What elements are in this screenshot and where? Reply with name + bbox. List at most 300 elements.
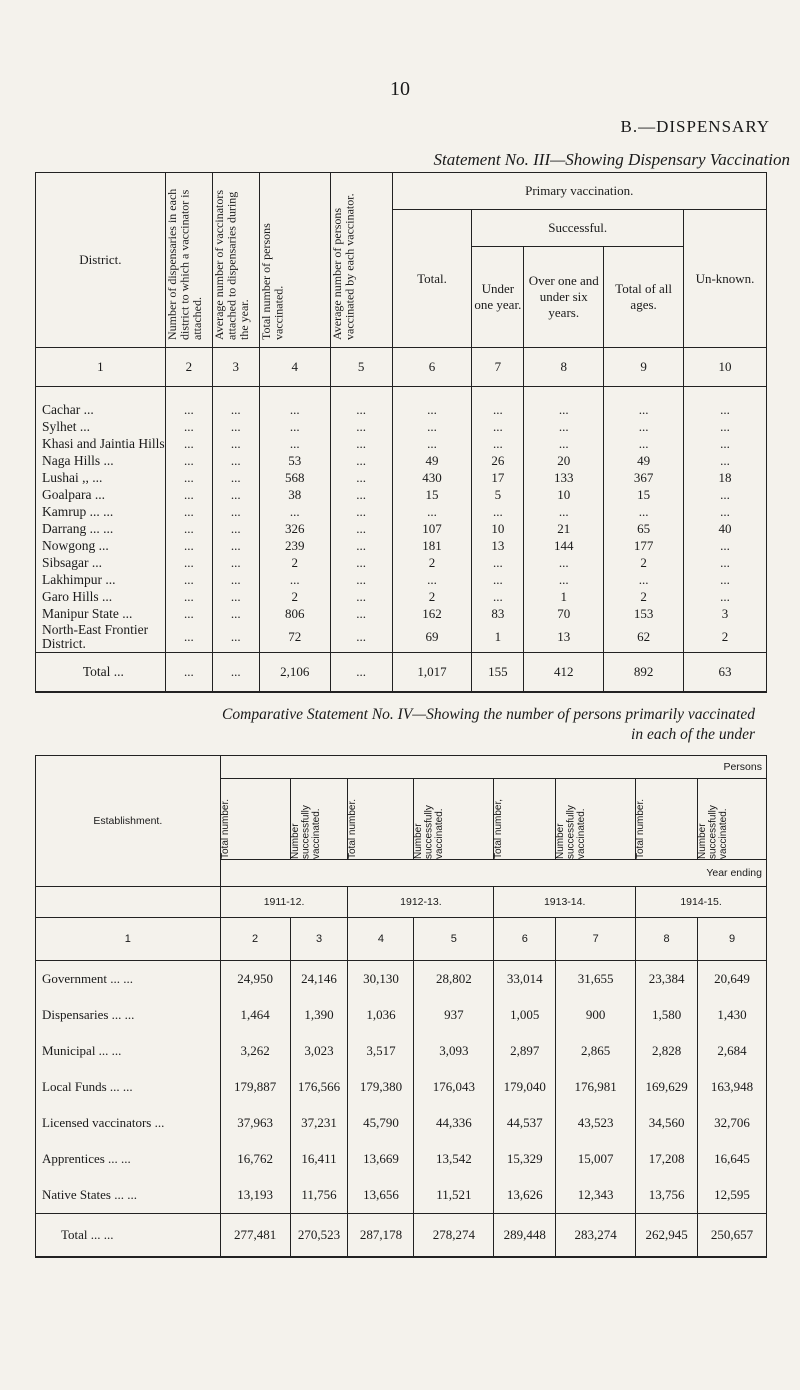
cell-value: 283,274 [556,1214,636,1258]
header-total: Total. [392,210,472,348]
cell-c10: ... [684,387,767,419]
header-success-3: Number successfully vaccinated. [556,779,636,860]
cell-c6: ... [392,435,472,452]
establishment-name: Apprentices ... ... [36,1141,221,1177]
cell-value: 289,448 [494,1214,556,1258]
cell-c3: ... [212,452,259,469]
cell-c5: ... [330,520,392,537]
cell-value: 13,626 [494,1177,556,1214]
cell-c10: 40 [684,520,767,537]
header-total-vaccinated: Total number of persons vaccinated. [259,173,330,348]
cell-c6: 430 [392,469,472,486]
cell-c5: ... [330,452,392,469]
cell-value: 13,756 [636,1177,698,1214]
cell-c6: 107 [392,520,472,537]
establishment-name: Local Funds ... ... [36,1069,221,1105]
cell-c3: ... [212,537,259,554]
cell-value: 2,828 [636,1033,698,1069]
header-total-all-ages: Total of all ages. [604,247,684,348]
cell-c8: ... [524,571,604,588]
table-row [36,537,767,554]
header-avg-per-vaccinator: Average number of persons vaccinated by each vaccinator. [330,173,392,348]
column-number: 2 [220,918,290,961]
cell-c2: ... [165,418,212,435]
cell-c2: ... [165,503,212,520]
cell-c2: ... [165,452,212,469]
cell-c3: ... [212,622,259,653]
cell-c7: 10 [472,520,524,537]
cell-value: 12,595 [698,1177,767,1214]
cell-c2: ... [165,486,212,503]
header-year-ending: Year ending [220,860,766,887]
cell-value: 45,790 [348,1105,414,1141]
header-unknown: Un-known. [684,210,767,348]
cell-c7: 155 [472,653,524,693]
cell-c7: 83 [472,605,524,622]
district-name: Naga Hills ... [36,452,166,469]
table-row [36,520,767,537]
column-number: 4 [259,348,330,387]
column-numbers-row [36,348,767,387]
table-row [36,1141,767,1177]
cell-c8: 1 [524,588,604,605]
district-name: North-East Frontier District. [36,622,166,653]
column-numbers-row [36,918,767,961]
cell-c8: ... [524,554,604,571]
cell-value: 34,560 [636,1105,698,1141]
district-name: Manipur State ... [36,605,166,622]
cell-value: 270,523 [290,1214,348,1258]
district-name: Garo Hills ... [36,588,166,605]
cell-value: 1,005 [494,997,556,1033]
cell-c6: 181 [392,537,472,554]
cell-c10: ... [684,588,767,605]
header-total-4: Total number. [636,779,698,860]
cell-value: 287,178 [348,1214,414,1258]
table-row [36,387,767,419]
header-total-1: Total number. [220,779,290,860]
cell-c10: 18 [684,469,767,486]
section-heading: B.—DISPENSARY [620,117,770,136]
header-success-4: Number successfully vaccinated. [698,779,767,860]
cell-value: 32,706 [698,1105,767,1141]
cell-c9: 62 [604,622,684,653]
cell-c5: ... [330,469,392,486]
cell-c9: 15 [604,486,684,503]
cell-c10: 63 [684,653,767,693]
cell-c3: ... [212,588,259,605]
district-name: Lushai ,, ... [36,469,166,486]
column-number: 9 [604,348,684,387]
cell-value: 262,945 [636,1214,698,1258]
statement-4-title [0,705,755,745]
cell-c5: ... [330,418,392,435]
column-number: 9 [698,918,767,961]
cell-c8: ... [524,418,604,435]
cell-c2: ... [165,653,212,693]
cell-value: 278,274 [414,1214,494,1258]
district-name: Cachar ... [36,387,166,419]
cell-value: 37,963 [220,1105,290,1141]
cell-c10: ... [684,486,767,503]
cell-c4: 53 [259,452,330,469]
cell-c4: 326 [259,520,330,537]
table-row [36,1214,767,1258]
cell-value: 250,657 [698,1214,767,1258]
cell-c6: ... [392,387,472,419]
cell-value: 16,411 [290,1141,348,1177]
cell-c3: ... [212,387,259,419]
cell-c7: 1 [472,622,524,653]
cell-c5: ... [330,435,392,452]
header-total-3: Total number, [494,779,556,860]
column-number: 3 [212,348,259,387]
column-number: 7 [556,918,636,961]
header-primary-vaccination: Primary vaccination. [392,173,766,210]
column-number: 1 [36,348,166,387]
cell-value: 3,093 [414,1033,494,1069]
comparative-vaccination-table [35,755,767,1258]
table-row [36,1177,767,1214]
cell-c10: 2 [684,622,767,653]
cell-c7: ... [472,418,524,435]
district-name: Darrang ... ... [36,520,166,537]
cell-c8: ... [524,435,604,452]
cell-c5: ... [330,605,392,622]
cell-c9: 65 [604,520,684,537]
cell-value: 1,580 [636,997,698,1033]
cell-c4: ... [259,418,330,435]
header-total-2: Total number. [348,779,414,860]
cell-c10: ... [684,435,767,452]
column-number: 6 [392,348,472,387]
cell-value: 43,523 [556,1105,636,1141]
cell-c3: ... [212,486,259,503]
cell-value: 163,948 [698,1069,767,1105]
cell-c8: 10 [524,486,604,503]
establishment-name: Government ... ... [36,961,221,998]
cell-c4: 2 [259,588,330,605]
establishment-name: Dispensaries ... ... [36,997,221,1033]
cell-c8: 144 [524,537,604,554]
cell-c8: 21 [524,520,604,537]
cell-value: 179,040 [494,1069,556,1105]
header-under-one: Under one year. [472,247,524,348]
cell-c8: 20 [524,452,604,469]
cell-value: 1,390 [290,997,348,1033]
table-row [36,1033,767,1069]
cell-c6: 69 [392,622,472,653]
cell-value: 277,481 [220,1214,290,1258]
cell-c6: 2 [392,554,472,571]
header-year-1911: 1911-12. [220,887,348,918]
cell-value: 15,329 [494,1141,556,1177]
table-row [36,554,767,571]
header-district: District. [36,173,166,348]
cell-c9: 367 [604,469,684,486]
cell-value: 13,542 [414,1141,494,1177]
cell-c4: ... [259,435,330,452]
cell-value: 179,887 [220,1069,290,1105]
cell-value: 13,656 [348,1177,414,1214]
cell-c3: ... [212,520,259,537]
cell-c9: ... [604,435,684,452]
cell-c2: ... [165,571,212,588]
statement-3-title-prefix: Statement No. III— [433,150,566,169]
cell-value: 16,645 [698,1141,767,1177]
cell-value: 30,130 [348,961,414,998]
cell-value: 44,336 [414,1105,494,1141]
cell-c9: 2 [604,554,684,571]
header-year-1914: 1914-15. [636,887,767,918]
cell-c9: ... [604,387,684,419]
cell-c3: ... [212,435,259,452]
cell-c6: 49 [392,452,472,469]
cell-value: 1,430 [698,997,767,1033]
cell-c2: ... [165,554,212,571]
cell-c9: ... [604,571,684,588]
cell-c9: 2 [604,588,684,605]
cell-c9: 153 [604,605,684,622]
cell-c6: 162 [392,605,472,622]
cell-value: 1,464 [220,997,290,1033]
cell-c7: 13 [472,537,524,554]
cell-c4: ... [259,503,330,520]
cell-c10: ... [684,571,767,588]
cell-c7: ... [472,435,524,452]
cell-c6: ... [392,503,472,520]
cell-c4: 806 [259,605,330,622]
cell-c4: 568 [259,469,330,486]
cell-c9: ... [604,503,684,520]
cell-c6: ... [392,418,472,435]
cell-c2: ... [165,622,212,653]
cell-c7: ... [472,503,524,520]
table-row [36,622,767,653]
cell-c8: 70 [524,605,604,622]
cell-value: 176,043 [414,1069,494,1105]
cell-c2: ... [165,387,212,419]
cell-c6: ... [392,571,472,588]
column-number: 2 [165,348,212,387]
cell-c2: ... [165,520,212,537]
cell-c4: 2,106 [259,653,330,693]
cell-value: 176,981 [556,1069,636,1105]
cell-value: 1,036 [348,997,414,1033]
header-successful: Successful. [472,210,684,247]
cell-value: 44,537 [494,1105,556,1141]
cell-value: 11,756 [290,1177,348,1214]
table-row [36,1069,767,1105]
table-row [36,653,767,693]
cell-value: 179,380 [348,1069,414,1105]
district-name: Sibsagar ... [36,554,166,571]
cell-c5: ... [330,554,392,571]
cell-c10: ... [684,554,767,571]
cell-value: 3,262 [220,1033,290,1069]
table-row [36,605,767,622]
cell-c5: ... [330,486,392,503]
cell-value: 3,023 [290,1033,348,1069]
cell-c4: 38 [259,486,330,503]
cell-c7: ... [472,554,524,571]
cell-c9: 49 [604,452,684,469]
cell-c3: ... [212,605,259,622]
cell-c7: ... [472,588,524,605]
cell-c5: ... [330,571,392,588]
cell-c9: 892 [604,653,684,693]
cell-c5: ... [330,588,392,605]
establishment-name: Native States ... ... [36,1177,221,1214]
cell-c7: ... [472,387,524,419]
header-success-2: Number successfully vaccinated. [414,779,494,860]
cell-value: 11,521 [414,1177,494,1214]
cell-c10: ... [684,503,767,520]
header-year-1913: 1913-14. [494,887,636,918]
cell-c8: 412 [524,653,604,693]
cell-c2: ... [165,435,212,452]
column-number: 6 [494,918,556,961]
header-over-one: Over one and under six years. [524,247,604,348]
cell-value: 20,649 [698,961,767,998]
cell-c5: ... [330,387,392,419]
establishment-name: Municipal ... ... [36,1033,221,1069]
statement-4-title-line2: in each of the under [631,726,755,743]
cell-value: 13,669 [348,1141,414,1177]
statement-4-title-line1: Comparative Statement No. IV—Showing the number of persons primarily vaccinated [222,706,755,723]
cell-c10: 3 [684,605,767,622]
cell-c10: ... [684,452,767,469]
cell-value: 13,193 [220,1177,290,1214]
header-success-1: Number successfully vaccinated. [290,779,348,860]
cell-value: 28,802 [414,961,494,998]
cell-c4: ... [259,387,330,419]
cell-c2: ... [165,588,212,605]
district-name: Sylhet ... [36,418,166,435]
column-number: 8 [636,918,698,961]
cell-c9: 177 [604,537,684,554]
header-avg-vaccinators: Average number of vaccinators attached to dispensaries during the year. [212,173,259,348]
column-number: 7 [472,348,524,387]
cell-value: 31,655 [556,961,636,998]
cell-c7: 26 [472,452,524,469]
establishment-name: Total ... ... [36,1214,221,1258]
cell-value: 2,897 [494,1033,556,1069]
cell-value: 24,146 [290,961,348,998]
cell-value: 2,684 [698,1033,767,1069]
cell-c8: 13 [524,622,604,653]
header-establishment: Establishment. [36,756,221,887]
cell-c7: 5 [472,486,524,503]
table-row [36,469,767,486]
cell-c8: ... [524,387,604,419]
cell-c3: ... [212,653,259,693]
statement-3-title-rest: Showing Dispensary Vaccination [565,150,790,169]
cell-value: 16,762 [220,1141,290,1177]
cell-c5: ... [330,622,392,653]
cell-value: 12,343 [556,1177,636,1214]
cell-value: 3,517 [348,1033,414,1069]
cell-c4: 72 [259,622,330,653]
cell-c3: ... [212,418,259,435]
cell-value: 169,629 [636,1069,698,1105]
cell-c5: ... [330,653,392,693]
cell-value: 33,014 [494,961,556,998]
cell-c10: ... [684,537,767,554]
table-row [36,588,767,605]
cell-c5: ... [330,503,392,520]
statement-3-title [0,150,790,170]
cell-c9: ... [604,418,684,435]
column-number: 1 [36,918,221,961]
cell-c10: ... [684,418,767,435]
district-name: Total ... [36,653,166,693]
cell-value: 23,384 [636,961,698,998]
cell-value: 15,007 [556,1141,636,1177]
column-number: 8 [524,348,604,387]
table-row [36,452,767,469]
district-name: Lakhimpur ... [36,571,166,588]
cell-c3: ... [212,469,259,486]
cell-c7: ... [472,571,524,588]
cell-value: 24,950 [220,961,290,998]
cell-c7: 17 [472,469,524,486]
cell-c6: 1,017 [392,653,472,693]
cell-c6: 15 [392,486,472,503]
cell-value: 176,566 [290,1069,348,1105]
cell-value: 17,208 [636,1141,698,1177]
cell-value: 37,231 [290,1105,348,1141]
cell-c6: 2 [392,588,472,605]
establishment-name: Licensed vaccinators ... [36,1105,221,1141]
cell-c4: 2 [259,554,330,571]
header-blank [36,887,221,918]
table-row [36,418,767,435]
dispensary-vaccination-table [35,172,767,693]
district-name: Kamrup ... ... [36,503,166,520]
cell-value: 2,865 [556,1033,636,1069]
district-name: Goalpara ... [36,486,166,503]
table-row [36,486,767,503]
table-row [36,961,767,998]
cell-c2: ... [165,537,212,554]
header-dispensaries: Number of dispensaries in each district to which a vaccinator is attached. [165,173,212,348]
column-number: 4 [348,918,414,961]
cell-c4: 239 [259,537,330,554]
cell-c8: ... [524,503,604,520]
cell-c2: ... [165,605,212,622]
column-number: 3 [290,918,348,961]
cell-c2: ... [165,469,212,486]
page-number: 10 [390,78,410,100]
table-row [36,1105,767,1141]
table-row [36,503,767,520]
cell-c3: ... [212,571,259,588]
district-name: Khasi and Jaintia Hills [36,435,166,452]
cell-c8: 133 [524,469,604,486]
cell-value: 937 [414,997,494,1033]
cell-c5: ... [330,537,392,554]
column-number: 10 [684,348,767,387]
header-year-1912: 1912-13. [348,887,494,918]
column-number: 5 [330,348,392,387]
table-row [36,571,767,588]
table-row [36,997,767,1033]
cell-c4: ... [259,571,330,588]
cell-value: 900 [556,997,636,1033]
header-persons: Persons [220,756,766,779]
table-row [36,435,767,452]
